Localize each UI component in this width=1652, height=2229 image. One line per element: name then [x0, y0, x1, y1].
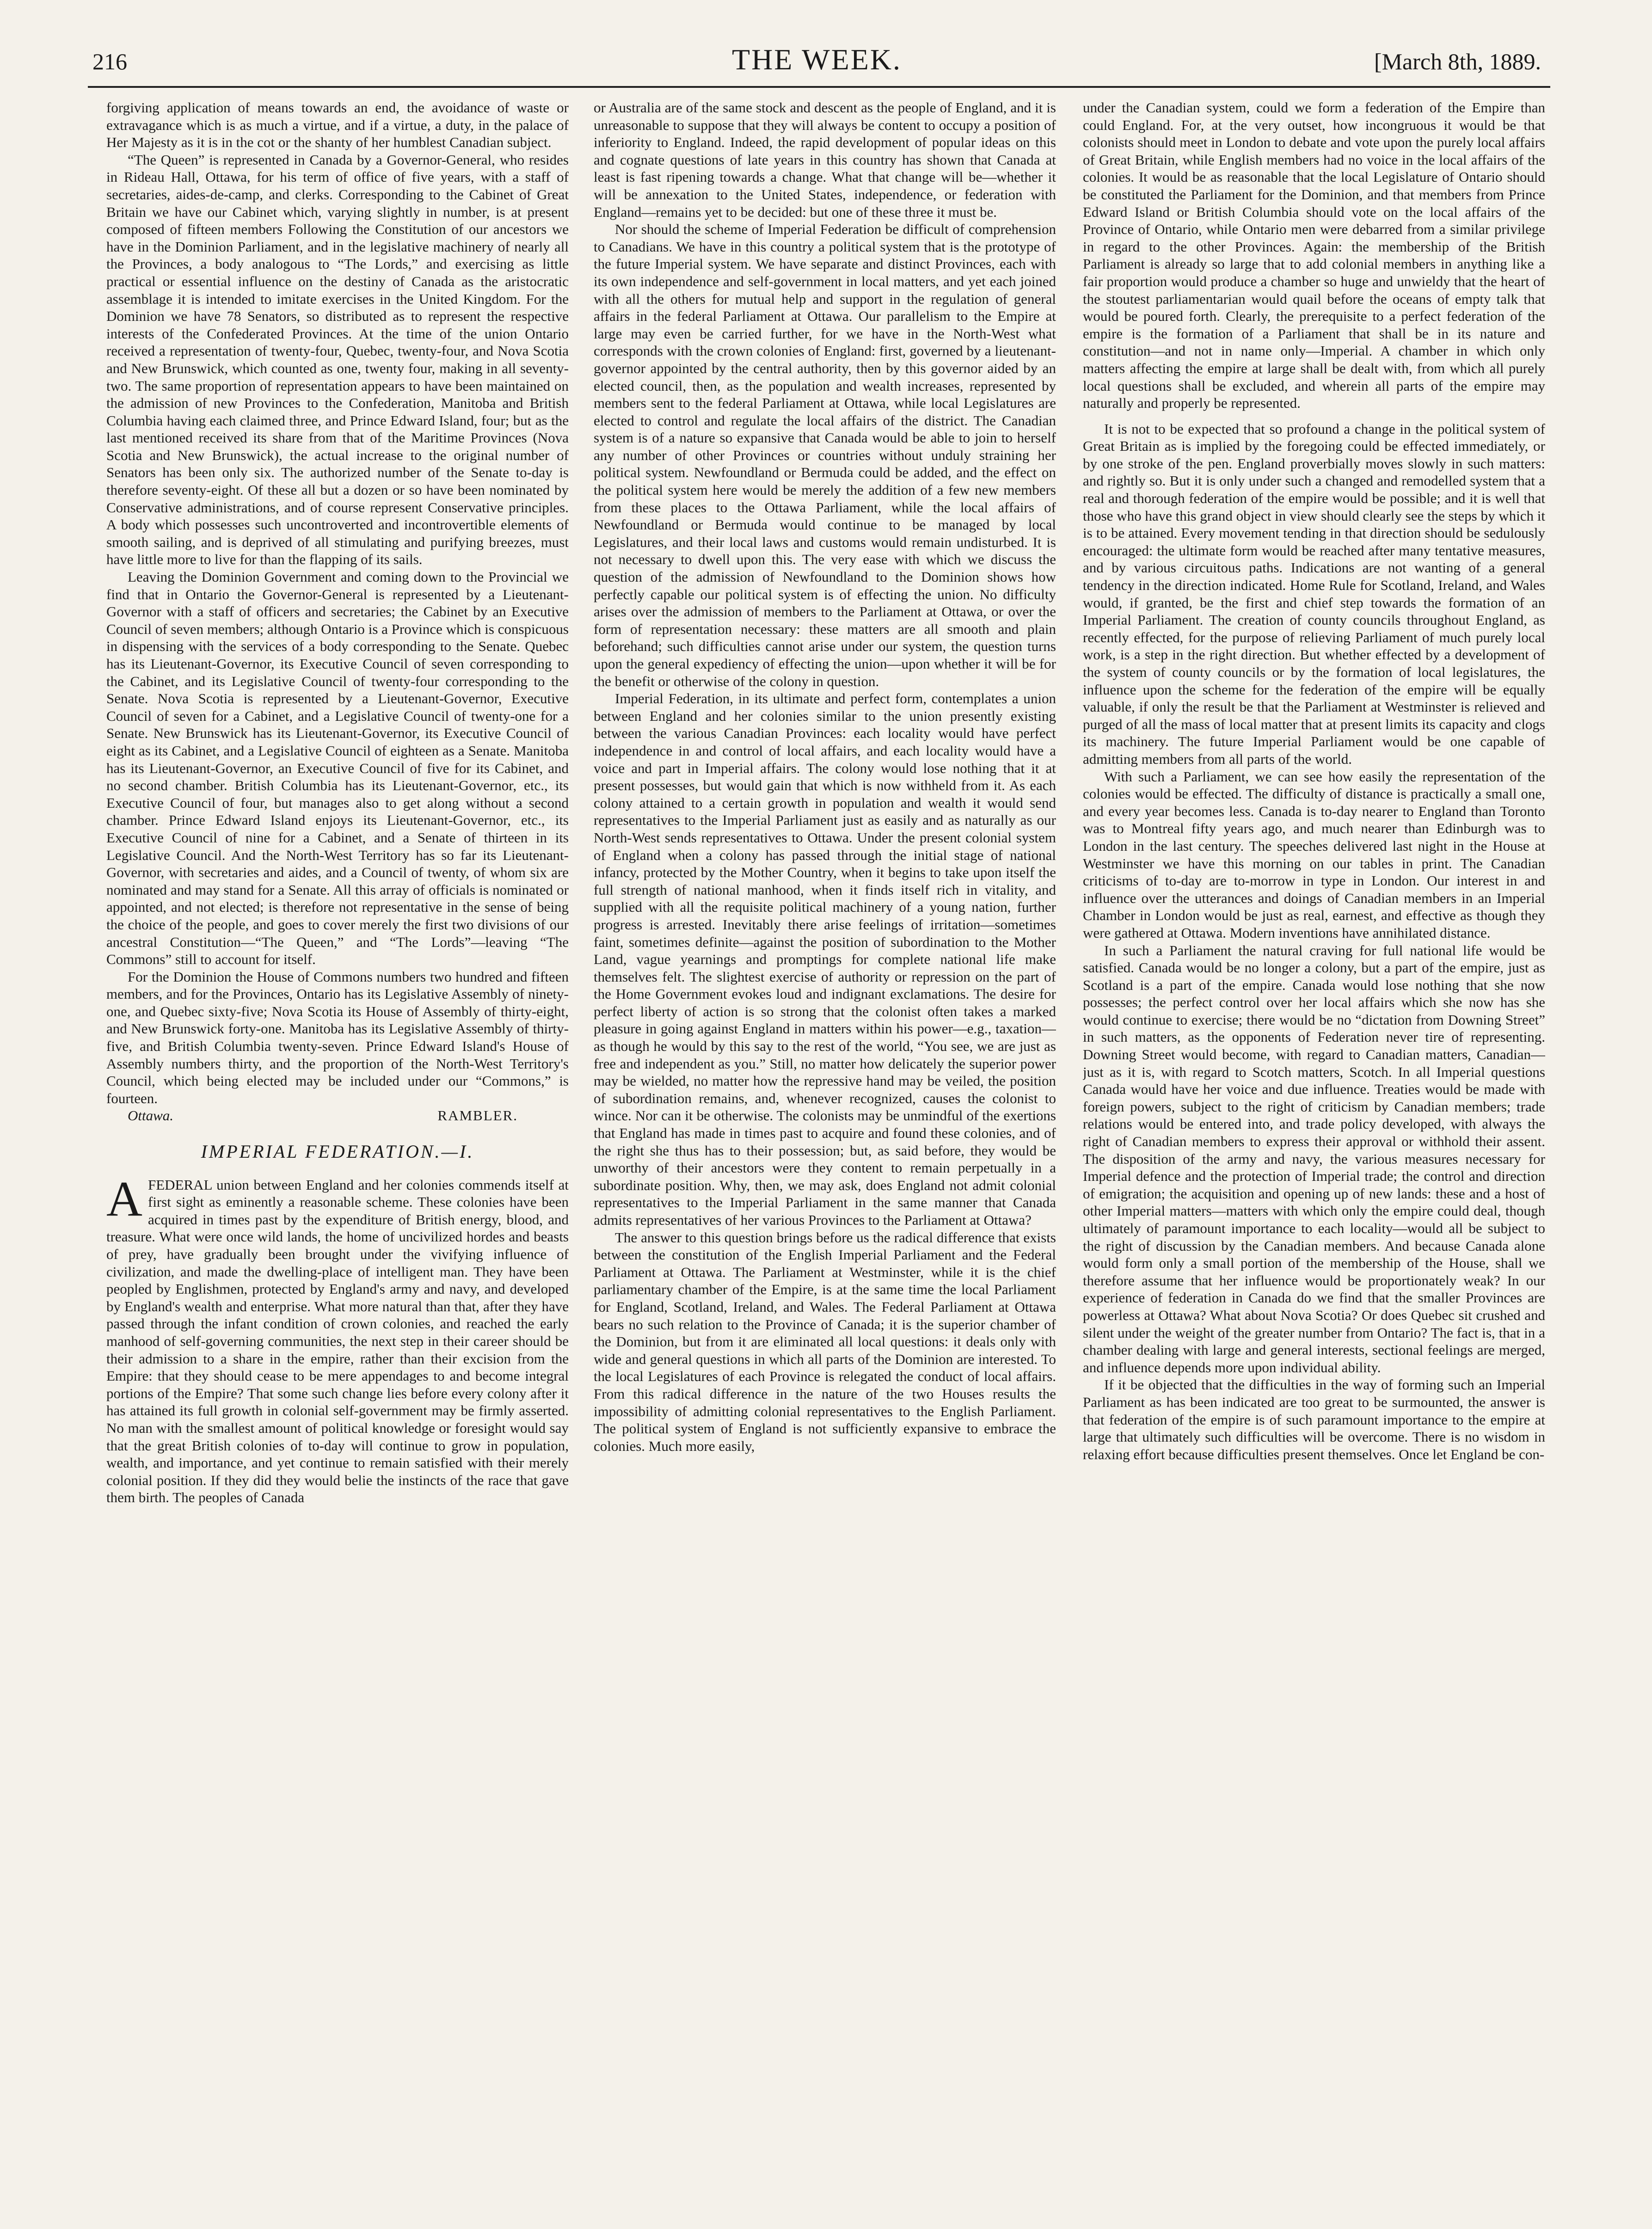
signature-place: Ottawa. [128, 1107, 174, 1124]
page-number: 216 [92, 49, 127, 74]
paragraph-gap [1083, 412, 1545, 420]
drop-cap: A [106, 1171, 142, 1227]
issue-date: [March 8th, 1889. [1374, 49, 1541, 74]
paragraph: or Australia are of the same stock and descent as the people of England, and it is unreasonable to suppose that they will always be content to occupy a position of inferiority to England. Indeed, the rapid development of popular ideas on this and cognate questions of late years in this country has shown that Canada at least is fast ripening towards a change. What that change will be—whether it will be annexation to the United States, independence, or federation with England—remains yet to be decided: but one of these three it must be. [594, 99, 1056, 220]
column-2 [594, 99, 1056, 2152]
paragraph: If it be objected that the difficulties in the way of forming such an Imperial Parliament as has been indicated are too great to be surmounted, the answer is that federation of the empire is of such paramount importance to the empire at large that ultimately such difficulties will be overcome. There is no wisdom in relaxing effort because difficulties present themselves. Once let England be con- [1083, 1376, 1545, 1462]
signature-line [106, 1107, 569, 1124]
paragraph: Imperial Federation, in its ultimate and perfect form, contemplates a union between England and her colonies similar to the union presently existing between the various Canadian Provinces: each locality would have perfect independence in and control of local affairs, and each locality would have a voice and part in Imperial affairs. The colony would lose nothing that it at present possesses, but would gain that which is now withheld from it. As each colony attained to a certain growth in population and wealth it would send representatives to the Imperial Parliament just as easily and as naturally as our North-West sends representatives to Ottawa. Under the present colonial system of England when a colony has passed through the initial stage of national infancy, protected by the Mother Country, when it begins to take upon itself the full strength of national manhood, when it finds itself rich in vitality, and supplied with all the requisite political machinery of a young nation, further progress is arrested. Inevitably there arise feelings of irritation—sometimes faint, sometimes definite—against the position of subordination to the Mother Land, vague yearnings and promptings for complete national life make themselves felt. The slightest exercise of authority or repression on the part of the Home Government evokes loud and indignant exclamations. The desire for perfect liberty of action is so strong that the colonist often takes a marked pleasure in going against England in matters within his power—e.g., taxation—as though he would by this say to the rest of the world, “You see, we are just as free and independent as you.” Still, no matter how delicately the superior power may be wielded, no matter how the repressive hand may be veiled, the position of subordination remains, and, whenever recognized, causes the colonist to wince. Nor can it be otherwise. The colonists may be unmindful of the exertions that England has made in times past to acquire and found these colonies, and of the right she thus has to their possession; but, as said before, they would be unworthy of their ancestors were they content to remain perpetually in a subordinate position. Why, then, we may ask, does England not admit colonial representatives to the Imperial Parliament in the same manner that Canada admits representatives of her various Provinces to the Parliament at Ottawa? [594, 690, 1056, 1228]
paragraph: In such a Parliament the natural craving for full national life would be satisfied. Canada would be no longer a colony, but a part of the empire, just as Scotland is a part of the empire. Canada would lose nothing that she now possesses; the perfect control over her local affairs which she now has she would continue to exercise; there would be no “dictation from Downing Street” in such matters, as the opponents of Federation never tire of representing. Downing Street would become, with regard to Canadian matters, Canadian—just as it is, with regard to Scotch matters, Scotch. In all Imperial questions Canada would have her voice and due influence. Treaties would be made with foreign powers, subject to the right of criticism by Canadian members; trade relations would be entered into, and trade policy developed, with always the right of Canadian members to express their approval or withhold their assent. The disposition of the army and navy, the various measures necessary for Imperial defence and the protection of Imperial trade; the control and direction of emigration; the acquisition and opening up of new lands: these and a host of other Imperial matters—matters with which only the empire could deal, though ultimately of paramount importance to each locality—would all be subject to the right of discussion by the Canadian members. And because Canada alone would form only a small portion of the membership of the House, shall we therefore assume that her influence would be proportionately weak? In our experience of federation in Canada do we find that the smaller Provinces are powerless at Ottawa? What about Nova Scotia? Or does Quebec sit crushed and silent under the weight of the greater number from Ontario? The fact is, that in a chamber dealing with large and general interests, sectional feelings are merged, and influence depends more upon individual ability. [1083, 942, 1545, 1375]
paragraph: forgiving application of means towards an end, the avoidance of waste or extravagance which is as much a virtue, and if a virtue, a duty, in the palace of Her Majesty as it is in the cot or the shanty of her humblest Canadian subject. [106, 99, 569, 151]
paragraph: The answer to this question brings before us the radical difference that exists between the constitution of the English Imperial Parliament and the Federal Parliament at Ottawa. The Parliament at Westminster, while it is the chief parliamentary chamber of the Empire, is at the same time the local Parliament for England, Scotland, Ireland, and Wales. The Federal Parliament at Ottawa bears no such relation to the Province of Canada; it is the superior chamber of the Dominion, but from it are eliminated all local questions: it deals only with wide and general questions in which all parts of the Dominion are interested. To the local Legislatures of each Province is relegated the conduct of local affairs. From this radical difference in the nature of the two Houses results the impossibility of admitting colonial representatives to the English Parliament. The political system of England is not sufficiently expansive to embrace the colonies. Much more easily, [594, 1229, 1056, 1454]
paragraph: With such a Parliament, we can see how easily the representation of the colonies would be effected. The difficulty of distance is practically a small one, and every year becomes less. Canada is to-day nearer to England than Toronto was to Montreal fifty years ago, and much nearer than Edinburgh was to London in the last century. The speeches delivered last night in the House at Westminster we have this morning on our tables in print. The Canadian criticisms of to-day are to-morrow in type in London. Our interest in and influence over the utterances and doings of Canadian members in an Imperial Chamber in London would be just as real, earnest, and effective as though they were gathered at Ottawa. Modern inventions have annihilated distance. [1083, 768, 1545, 941]
paragraph: Nor should the scheme of Imperial Federation be difficult of comprehension to Canadians. We have in this country a political system that is the prototype of the future Imperial system. We have separate and distinct Provinces, each with its own independence and self-government in local matters, and yet each joined with all the others for mutual help and support in the regulation of general affairs in the federal Parliament at Ottawa. Our parallelism to the Empire at large may even be carried further, for we have in the North-West what corresponds with the crown colonies of England: first, governed by a lieutenant-governor appointed by the central authority, then by this governor aided by an elected council, then, as the population and wealth increases, represented by members sent to the federal Parliament at Ottawa, while local Legislatures are elected to control and regulate the local affairs of the district. The Canadian system is of a nature so expansive that Canada would be able to join to herself any number of other Provinces or countries without unduly straining her political system. Newfoundland or Bermuda could be added, and the effect on the political system here would be merely the addition of a few new members from these places to the Ottawa Parliament, while the local affairs of Newfoundland or Bermuda would continue to be managed by local Legislatures, and their local laws and customs would remain undisturbed. It is not necessary to dwell upon this. The very ease with which we discuss the question of the admission of Newfoundland to the Dominion shows how perfectly capable our political system is of effecting the union. No difficulty arises over the admission of members to the Parliament at Ottawa, or over the form of representation necessary: these matters are all smooth and plain beforehand; such difficulties cannot arise under our system, the question turns upon the general expediency of effecting the union—upon whether it will be for the benefit or otherwise of the colony in question. [594, 221, 1056, 689]
article-opening-paragraph [106, 1171, 569, 1506]
paragraph: It is not to be expected that so profound a change in the political system of Great Britain as is implied by the foregoing could be effected immediately, or by one stroke of the pen. England proverbially moves slowly in such matters: and rightly so. But it is only under such a changed and remodelled system that a real and thorough federation of the empire would be possible; and it is well that those who have this grand object in view should clearly see the steps by which it is to be attained. Every movement tending in that direction should be sedulously encouraged: the ultimate form would be reached after many tentative measures, and by various circuitous paths. Indications are not wanting of a general tendency in the direction indicated. Home Rule for Scotland, Ireland, and Wales would, if granted, be the first and chief step towards the formation of an Imperial Parliament. The creation of county councils throughout England, as recently effected, for the purpose of relieving Parliament of much purely local work, is a step in the right direction. But whether effected by a development of the system of county councils or by the formation of local legislatures, the influence upon the scheme for the federation of the empire will be equally valuable, if only the result be that the Parliament at Westminster is relieved and purged of all the mass of local matter that at present limits its capacity and clogs its machinery. The future Imperial Parliament would be one capable of admitting members from all parts of the world. [1083, 420, 1545, 767]
publication-title: THE WEEK. [731, 43, 902, 76]
paragraph-text: FEDERAL union between England and her colonies commends itself at first sight as eminently a reasonable scheme. These colonies have been acquired in times past by the expenditure of British energy, blood, and treasure. What were once wild lands, the home of uncivilized hordes and beasts of prey, have gradually been brought under the vivifying influence of civilization, and made the dwelling-place of intelligent man. They have been peopled by Englishmen, protected by England's army and navy, and developed by England's wealth and enterprise. What more natural than that, after they have passed through the infant condition of crown colonies, and reached the early manhood of self-governing communities, the next step in their career should be their admission to a share in the empire, rather than their excision from the Empire: that they should cease to be mere appendages to and become integral portions of the Empire? That some such change lies before every colony after it has attained its full growth in colonial self-government may be firmly asserted. No man with the smallest amount of political knowledge or foresight would say that the great British colonies of to-day will continue to grow in population, wealth, and importance, and yet continue to remain satisfied with their merely colonial position. If they did they would belie the instincts of the race that gave them birth. The peoples of Canada [106, 1176, 569, 1506]
page-header [92, 43, 1541, 80]
paragraph: “The Queen” is represented in Canada by a Governor-General, who resides in Rideau Hall, Ottawa, for his term of office of five years, with a staff of secretaries, aides-de-camp, and clerks. Corresponding to the Cabinet of Great Britain we have our Cabinet which, varying slightly in number, is at present composed of fifteen members Following the Constitution of our ancestors we have in the Dominion Parliament, and in the legislative machinery of nearly all the Provinces, a body analogous to “The Lords,” and exercising as little practical or essential influence on the destiny of Canada as the aristocratic assemblage it is intended to imitate exercises in the United Kingdom. For the Dominion we have 78 Senators, so distributed as to represent the respective interests of the Confederated Provinces. At the time of the union Ontario received a representation of twenty-four, Quebec, twenty-four, and Nova Scotia and New Brunswick, which counted as one, twenty four, making in all seventy-two. The same proportion of representation appears to have been maintained on the admission of new Provinces to the Confederation, Manitoba and British Columbia having each claimed three, and Prince Edward Island, four; but as the last mentioned received its share from that of the Maritime Provinces (Nova Scotia and New Brunswick), the actual increase to the original number of Senators has been only six. The authorized number of the Senate to-day is therefore seventy-eight. Of these all but a dozen or so have been nominated by Conservative administrations, and of course represent Conservative principles. A body which possesses such uncontroverted and incontrovertible elements of smooth sailing, and is deprived of all stimulating and purifying breezes, must have little more to live for than the flapping of its sails. [106, 151, 569, 568]
signature-author: RAMBLER. [437, 1107, 518, 1124]
article-heading: IMPERIAL FEDERATION.—I. [201, 1141, 474, 1162]
paragraph: Leaving the Dominion Government and coming down to the Provincial we find that in Ontario the Governor-General is represented by a Lieutenant-Governor with a staff of officers and secretaries; the Cabinet by an Executive Council of seven members; although Ontario is a Province which is conspicuous in dispensing with the services of a body corresponding to the Senate. Quebec has its Lieutenant-Governor, its Executive Council of seven corresponding to the Cabinet, and its Legislative Council of twenty-four corresponding to the Senate. Nova Scotia is represented by a Lieutenant-Governor, Executive Council of seven for a Cabinet, and a Legislative Council of twenty-one for a Senate. New Brunswick has its Lieutenant-Governor, its Executive Council of eight as its Cabinet, and a Legislative Council of eighteen as a Senate. Manitoba has its Lieutenant-Governor, an Executive Council of five for its Cabinet, and no second chamber. British Columbia has its Lieutenant-Governor, etc., its Executive Council of four, but manages also to get along without a second chamber. Prince Edward Island enjoys its Lieutenant-Governor, etc., its Executive Council of nine for a Cabinet, and a Senate of thirteen in its Legislative Council. And the North-West Territory has so far its Lieutenant-Governor, with secretaries and aides, and a Council of twenty, of whom six are nominated and may stand for a Senate. All this array of officials is nominated or appointed, and not elected; is therefore not representative in the sense of being the choice of the people, and goes to cover merely the first two divisions of our ancestral Constitution—“The Queen,” and “The Lords”—leaving “The Commons” still to account for itself. [106, 569, 569, 968]
header-rule [88, 86, 1550, 88]
column-3 [1083, 99, 1545, 2152]
paragraph: under the Canadian system, could we form a federation of the Empire than could England. For, at the very outset, how incongruous it would be that colonists should meet in London to debate and vote upon the purely local affairs of Great Britain, while English members had no voice in the local affairs of the colonies. It would be as reasonable that the local Legislature of Ontario should be constituted the Parliament for the Dominion, and that members from Prince Edward Island or British Columbia should vote on the local affairs of the Province of Ontario, while Ontario men were debarred from a similar privilege in regard to the other Provinces. Again: the membership of the British Parliament is already so large that to add colonial members in anything like a fair proportion would produce a chamber so huge and unwieldy that the heart of the stoutest parliamentarian would quail before the oceans of empty talk that would be poured forth. Clearly, the prerequisite to a perfect federation of the empire is the formation of a Parliament that shall be in its nature and constitution—and not in name only—Imperial. A chamber in which only matters affecting the empire at large shall be dealt with, from which all purely local questions shall be excluded, and wherein all parts of the empire may naturally and properly be represented. [1083, 99, 1545, 411]
column-1 [106, 99, 569, 2152]
paragraph: For the Dominion the House of Commons numbers two hundred and fifteen members, and for the Provinces, Ontario has its Legislative Assembly of ninety-one, and Quebec sixty-five; Nova Scotia its House of Assembly of thirty-eight, and New Brunswick forty-one. Manitoba has its Legislative Assembly of thirty-five, and British Columbia twenty-seven. Prince Edward Island's House of Assembly numbers thirty, and the proportion of the North-West Territory's Council, which being elected may be included under our “Commons,” is fourteen. [106, 968, 569, 1106]
